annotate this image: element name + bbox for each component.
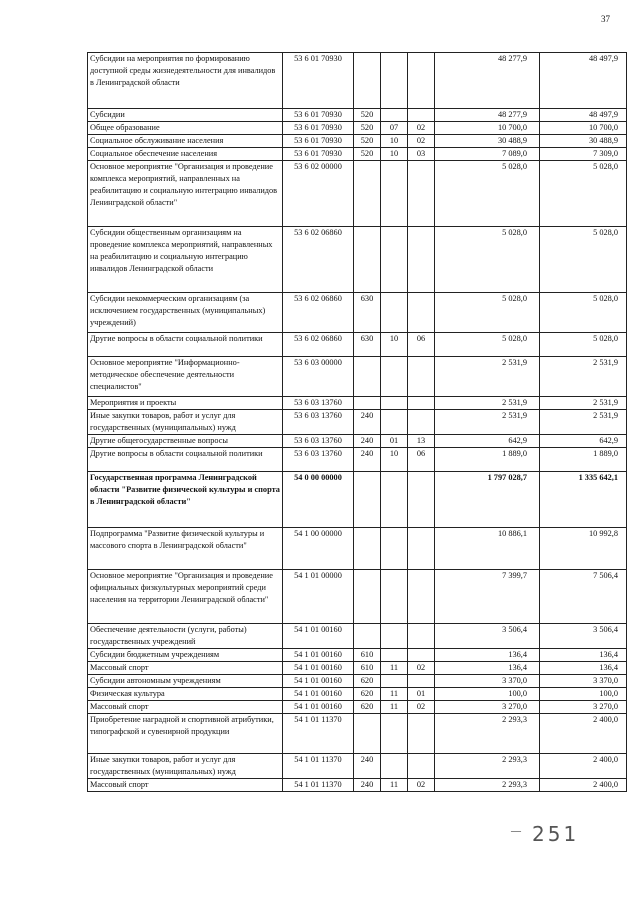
row-name-cell: Иные закупки товаров, работ и услуг для государственных (муниципальных) нужд	[88, 754, 283, 779]
row-expense-type-cell	[354, 53, 381, 109]
row-code-cell: 53 6 02 06860	[283, 293, 354, 333]
row-section-cell	[381, 528, 408, 570]
row-amount-1-cell: 100,0	[435, 688, 540, 701]
row-section-cell	[381, 161, 408, 227]
row-expense-type-cell: 240	[354, 754, 381, 779]
row-amount-1-cell: 1 889,0	[435, 448, 540, 472]
row-section-cell	[381, 53, 408, 109]
row-subsection-cell	[408, 570, 435, 624]
table-row	[88, 649, 627, 662]
row-section-cell	[381, 472, 408, 528]
row-amount-1-cell: 10 886,1	[435, 528, 540, 570]
row-subsection-cell: 01	[408, 688, 435, 701]
row-name-cell: Субсидии на мероприятия по формированию доступной среды жизнедеятельности для инвалидов в Ленинградской области	[88, 53, 283, 109]
row-subsection-cell	[408, 624, 435, 649]
row-section-cell	[381, 570, 408, 624]
row-amount-2-cell: 3 506,4	[540, 624, 627, 649]
row-section-cell: 11	[381, 779, 408, 792]
row-amount-1-cell: 136,4	[435, 662, 540, 675]
table-row	[88, 448, 627, 472]
row-amount-2-cell: 2 531,9	[540, 410, 627, 435]
row-section-cell: 11	[381, 701, 408, 714]
table-row	[88, 472, 627, 528]
row-code-cell: 53 6 01 70930	[283, 135, 354, 148]
table-row	[88, 754, 627, 779]
row-expense-type-cell	[354, 397, 381, 410]
row-expense-type-cell: 610	[354, 662, 381, 675]
row-expense-type-cell: 620	[354, 701, 381, 714]
row-section-cell: 07	[381, 122, 408, 135]
row-amount-2-cell: 1 335 642,1	[540, 472, 627, 528]
row-expense-type-cell	[354, 161, 381, 227]
row-code-cell: 53 6 02 06860	[283, 227, 354, 293]
row-section-cell: 11	[381, 688, 408, 701]
budget-table	[87, 52, 627, 792]
row-code-cell: 54 1 01 00160	[283, 662, 354, 675]
page-number: 37	[601, 14, 610, 24]
table-row	[88, 714, 627, 754]
table-row	[88, 333, 627, 357]
row-code-cell: 53 6 01 70930	[283, 148, 354, 161]
row-name-cell: Основное мероприятие "Организация и проведение официальных физкультурных мероприятий среди населения на территории Ленинградской области"	[88, 570, 283, 624]
row-subsection-cell	[408, 472, 435, 528]
row-name-cell: Основное мероприятие "Организация и проведение комплекса мероприятий, направленных на реабилитацию и социальную интеграцию инвалидов Ленинградской области"	[88, 161, 283, 227]
row-amount-1-cell: 5 028,0	[435, 333, 540, 357]
row-code-cell: 53 6 03 13760	[283, 448, 354, 472]
row-amount-2-cell: 2 531,9	[540, 357, 627, 397]
row-amount-1-cell: 2 531,9	[435, 397, 540, 410]
row-expense-type-cell: 520	[354, 122, 381, 135]
row-amount-1-cell: 10 700,0	[435, 122, 540, 135]
row-amount-1-cell: 30 488,9	[435, 135, 540, 148]
row-subsection-cell	[408, 227, 435, 293]
row-name-cell: Субсидии	[88, 109, 283, 122]
row-name-cell: Социальное обслуживание населения	[88, 135, 283, 148]
row-amount-1-cell: 5 028,0	[435, 227, 540, 293]
table-row	[88, 570, 627, 624]
row-amount-2-cell: 136,4	[540, 649, 627, 662]
row-name-cell: Субсидии автономным учреждениям	[88, 675, 283, 688]
row-section-cell	[381, 649, 408, 662]
row-section-cell: 11	[381, 662, 408, 675]
table-row	[88, 53, 627, 109]
row-code-cell: 54 0 00 00000	[283, 472, 354, 528]
row-name-cell: Государственная программа Ленинградской области "Развитие физической культуры и спорта в Ленинградской области"	[88, 472, 283, 528]
table-row	[88, 397, 627, 410]
row-amount-1-cell: 2 531,9	[435, 357, 540, 397]
row-code-cell: 53 6 02 06860	[283, 333, 354, 357]
row-amount-2-cell: 5 028,0	[540, 333, 627, 357]
row-section-cell	[381, 357, 408, 397]
row-amount-2-cell: 7 309,0	[540, 148, 627, 161]
row-name-cell: Мероприятия и проекты	[88, 397, 283, 410]
table-row	[88, 410, 627, 435]
row-subsection-cell: 02	[408, 135, 435, 148]
row-subsection-cell	[408, 649, 435, 662]
row-subsection-cell: 13	[408, 435, 435, 448]
row-amount-1-cell: 7 399,7	[435, 570, 540, 624]
row-code-cell: 53 6 03 13760	[283, 410, 354, 435]
row-section-cell	[381, 397, 408, 410]
row-name-cell: Другие вопросы в области социальной политики	[88, 448, 283, 472]
row-code-cell: 54 1 01 00160	[283, 649, 354, 662]
row-expense-type-cell	[354, 570, 381, 624]
row-name-cell: Массовый спорт	[88, 779, 283, 792]
row-amount-2-cell: 10 992,8	[540, 528, 627, 570]
row-subsection-cell: 02	[408, 122, 435, 135]
row-subsection-cell	[408, 675, 435, 688]
row-amount-1-cell: 642,9	[435, 435, 540, 448]
row-name-cell: Массовый спорт	[88, 662, 283, 675]
row-code-cell: 54 1 01 11370	[283, 754, 354, 779]
table-row	[88, 528, 627, 570]
row-name-cell: Общее образование	[88, 122, 283, 135]
row-section-cell: 10	[381, 135, 408, 148]
row-expense-type-cell: 240	[354, 410, 381, 435]
row-expense-type-cell: 630	[354, 293, 381, 333]
row-code-cell: 54 1 01 00160	[283, 701, 354, 714]
row-name-cell: Обеспечение деятельности (услуги, работы) государственных учреждений	[88, 624, 283, 649]
row-amount-2-cell: 100,0	[540, 688, 627, 701]
row-expense-type-cell: 520	[354, 109, 381, 122]
row-name-cell: Основное мероприятие "Информационно-методическое обеспечение деятельности специалистов"	[88, 357, 283, 397]
row-subsection-cell: 06	[408, 448, 435, 472]
row-amount-2-cell: 3 370,0	[540, 675, 627, 688]
table-row	[88, 435, 627, 448]
row-section-cell	[381, 624, 408, 649]
budget-table-body	[88, 53, 627, 792]
row-amount-2-cell: 642,9	[540, 435, 627, 448]
table-row	[88, 227, 627, 293]
row-expense-type-cell	[354, 528, 381, 570]
row-name-cell: Физическая культура	[88, 688, 283, 701]
row-code-cell: 53 6 02 00000	[283, 161, 354, 227]
row-amount-2-cell: 5 028,0	[540, 161, 627, 227]
row-section-cell: 10	[381, 333, 408, 357]
row-expense-type-cell: 620	[354, 675, 381, 688]
row-amount-2-cell: 48 497,9	[540, 53, 627, 109]
row-subsection-cell	[408, 293, 435, 333]
row-subsection-cell: 02	[408, 701, 435, 714]
row-subsection-cell: 02	[408, 662, 435, 675]
row-amount-2-cell: 2 531,9	[540, 397, 627, 410]
row-section-cell: 01	[381, 435, 408, 448]
table-row	[88, 688, 627, 701]
row-section-cell	[381, 675, 408, 688]
table-row	[88, 675, 627, 688]
row-name-cell: Массовый спорт	[88, 701, 283, 714]
row-amount-1-cell: 3 270,0	[435, 701, 540, 714]
row-subsection-cell	[408, 53, 435, 109]
row-code-cell: 54 1 01 00160	[283, 624, 354, 649]
row-name-cell: Иные закупки товаров, работ и услуг для государственных (муниципальных) нужд	[88, 410, 283, 435]
row-name-cell: Социальное обеспечение населения	[88, 148, 283, 161]
row-code-cell: 53 6 01 70930	[283, 122, 354, 135]
row-section-cell	[381, 714, 408, 754]
row-amount-2-cell: 1 889,0	[540, 448, 627, 472]
row-expense-type-cell: 610	[354, 649, 381, 662]
row-subsection-cell: 02	[408, 779, 435, 792]
table-row	[88, 779, 627, 792]
row-code-cell: 54 1 01 00160	[283, 688, 354, 701]
row-section-cell: 10	[381, 448, 408, 472]
row-subsection-cell	[408, 161, 435, 227]
row-expense-type-cell: 520	[354, 135, 381, 148]
row-amount-2-cell: 10 700,0	[540, 122, 627, 135]
table-row	[88, 135, 627, 148]
row-code-cell: 54 1 01 11370	[283, 714, 354, 754]
row-name-cell: Другие вопросы в области социальной политики	[88, 333, 283, 357]
row-section-cell	[381, 293, 408, 333]
row-expense-type-cell	[354, 357, 381, 397]
row-name-cell: Приобретение наградной и спортивной атрибутики, типографской и сувенирной продукции	[88, 714, 283, 754]
row-code-cell: 54 1 01 00000	[283, 570, 354, 624]
table-row	[88, 662, 627, 675]
row-amount-1-cell: 2 293,3	[435, 779, 540, 792]
row-amount-1-cell: 136,4	[435, 649, 540, 662]
table-row	[88, 624, 627, 649]
row-amount-1-cell: 3 370,0	[435, 675, 540, 688]
row-name-cell: Подпрограмма "Развитие физической культуры и массового спорта в Ленинградской области"	[88, 528, 283, 570]
row-amount-1-cell: 1 797 028,7	[435, 472, 540, 528]
row-code-cell: 53 6 03 13760	[283, 397, 354, 410]
table-row	[88, 148, 627, 161]
row-amount-1-cell: 48 277,9	[435, 109, 540, 122]
row-expense-type-cell	[354, 624, 381, 649]
row-amount-2-cell: 48 497,9	[540, 109, 627, 122]
row-expense-type-cell: 620	[354, 688, 381, 701]
row-section-cell	[381, 754, 408, 779]
table-row	[88, 122, 627, 135]
row-subsection-cell: 06	[408, 333, 435, 357]
table-row	[88, 293, 627, 333]
row-code-cell: 53 6 03 00000	[283, 357, 354, 397]
row-expense-type-cell: 630	[354, 333, 381, 357]
page-stamp-number: 251	[532, 822, 580, 846]
row-code-cell: 53 6 01 70930	[283, 109, 354, 122]
row-subsection-cell	[408, 714, 435, 754]
row-amount-1-cell: 2 531,9	[435, 410, 540, 435]
row-subsection-cell	[408, 754, 435, 779]
row-subsection-cell	[408, 410, 435, 435]
row-amount-2-cell: 30 488,9	[540, 135, 627, 148]
footer-dash: —	[511, 826, 521, 837]
row-amount-2-cell: 7 506,4	[540, 570, 627, 624]
row-amount-2-cell: 5 028,0	[540, 227, 627, 293]
row-name-cell: Другие общегосударственные вопросы	[88, 435, 283, 448]
row-section-cell	[381, 227, 408, 293]
row-amount-2-cell: 2 400,0	[540, 779, 627, 792]
row-amount-1-cell: 5 028,0	[435, 293, 540, 333]
row-name-cell: Субсидии общественным организациям на проведение комплекса мероприятий, направленных на реабилитацию и социальную интеграцию инвалидов Ленинградской области	[88, 227, 283, 293]
row-code-cell: 53 6 01 70930	[283, 53, 354, 109]
table-row	[88, 161, 627, 227]
row-subsection-cell: 03	[408, 148, 435, 161]
row-amount-1-cell: 2 293,3	[435, 714, 540, 754]
row-amount-2-cell: 2 400,0	[540, 714, 627, 754]
row-amount-2-cell: 5 028,0	[540, 293, 627, 333]
row-name-cell: Субсидии некоммерческим организациям (за исключением государственных (муниципальных) учреждений)	[88, 293, 283, 333]
row-subsection-cell	[408, 109, 435, 122]
row-amount-1-cell: 48 277,9	[435, 53, 540, 109]
table-row	[88, 357, 627, 397]
row-section-cell: 10	[381, 148, 408, 161]
row-amount-1-cell: 5 028,0	[435, 161, 540, 227]
row-name-cell: Субсидии бюджетным учреждениям	[88, 649, 283, 662]
row-expense-type-cell: 520	[354, 148, 381, 161]
row-amount-2-cell: 3 270,0	[540, 701, 627, 714]
table-row	[88, 701, 627, 714]
row-expense-type-cell: 240	[354, 448, 381, 472]
row-amount-1-cell: 7 089,0	[435, 148, 540, 161]
row-expense-type-cell: 240	[354, 779, 381, 792]
row-expense-type-cell	[354, 227, 381, 293]
row-amount-2-cell: 136,4	[540, 662, 627, 675]
row-code-cell: 54 1 01 11370	[283, 779, 354, 792]
row-expense-type-cell	[354, 714, 381, 754]
row-subsection-cell	[408, 397, 435, 410]
row-amount-1-cell: 3 506,4	[435, 624, 540, 649]
row-expense-type-cell	[354, 472, 381, 528]
row-subsection-cell	[408, 528, 435, 570]
row-code-cell: 54 1 00 00000	[283, 528, 354, 570]
row-expense-type-cell: 240	[354, 435, 381, 448]
table-row	[88, 109, 627, 122]
row-code-cell: 53 6 03 13760	[283, 435, 354, 448]
row-section-cell	[381, 410, 408, 435]
row-amount-1-cell: 2 293,3	[435, 754, 540, 779]
row-code-cell: 54 1 01 00160	[283, 675, 354, 688]
row-amount-2-cell: 2 400,0	[540, 754, 627, 779]
row-subsection-cell	[408, 357, 435, 397]
row-section-cell	[381, 109, 408, 122]
